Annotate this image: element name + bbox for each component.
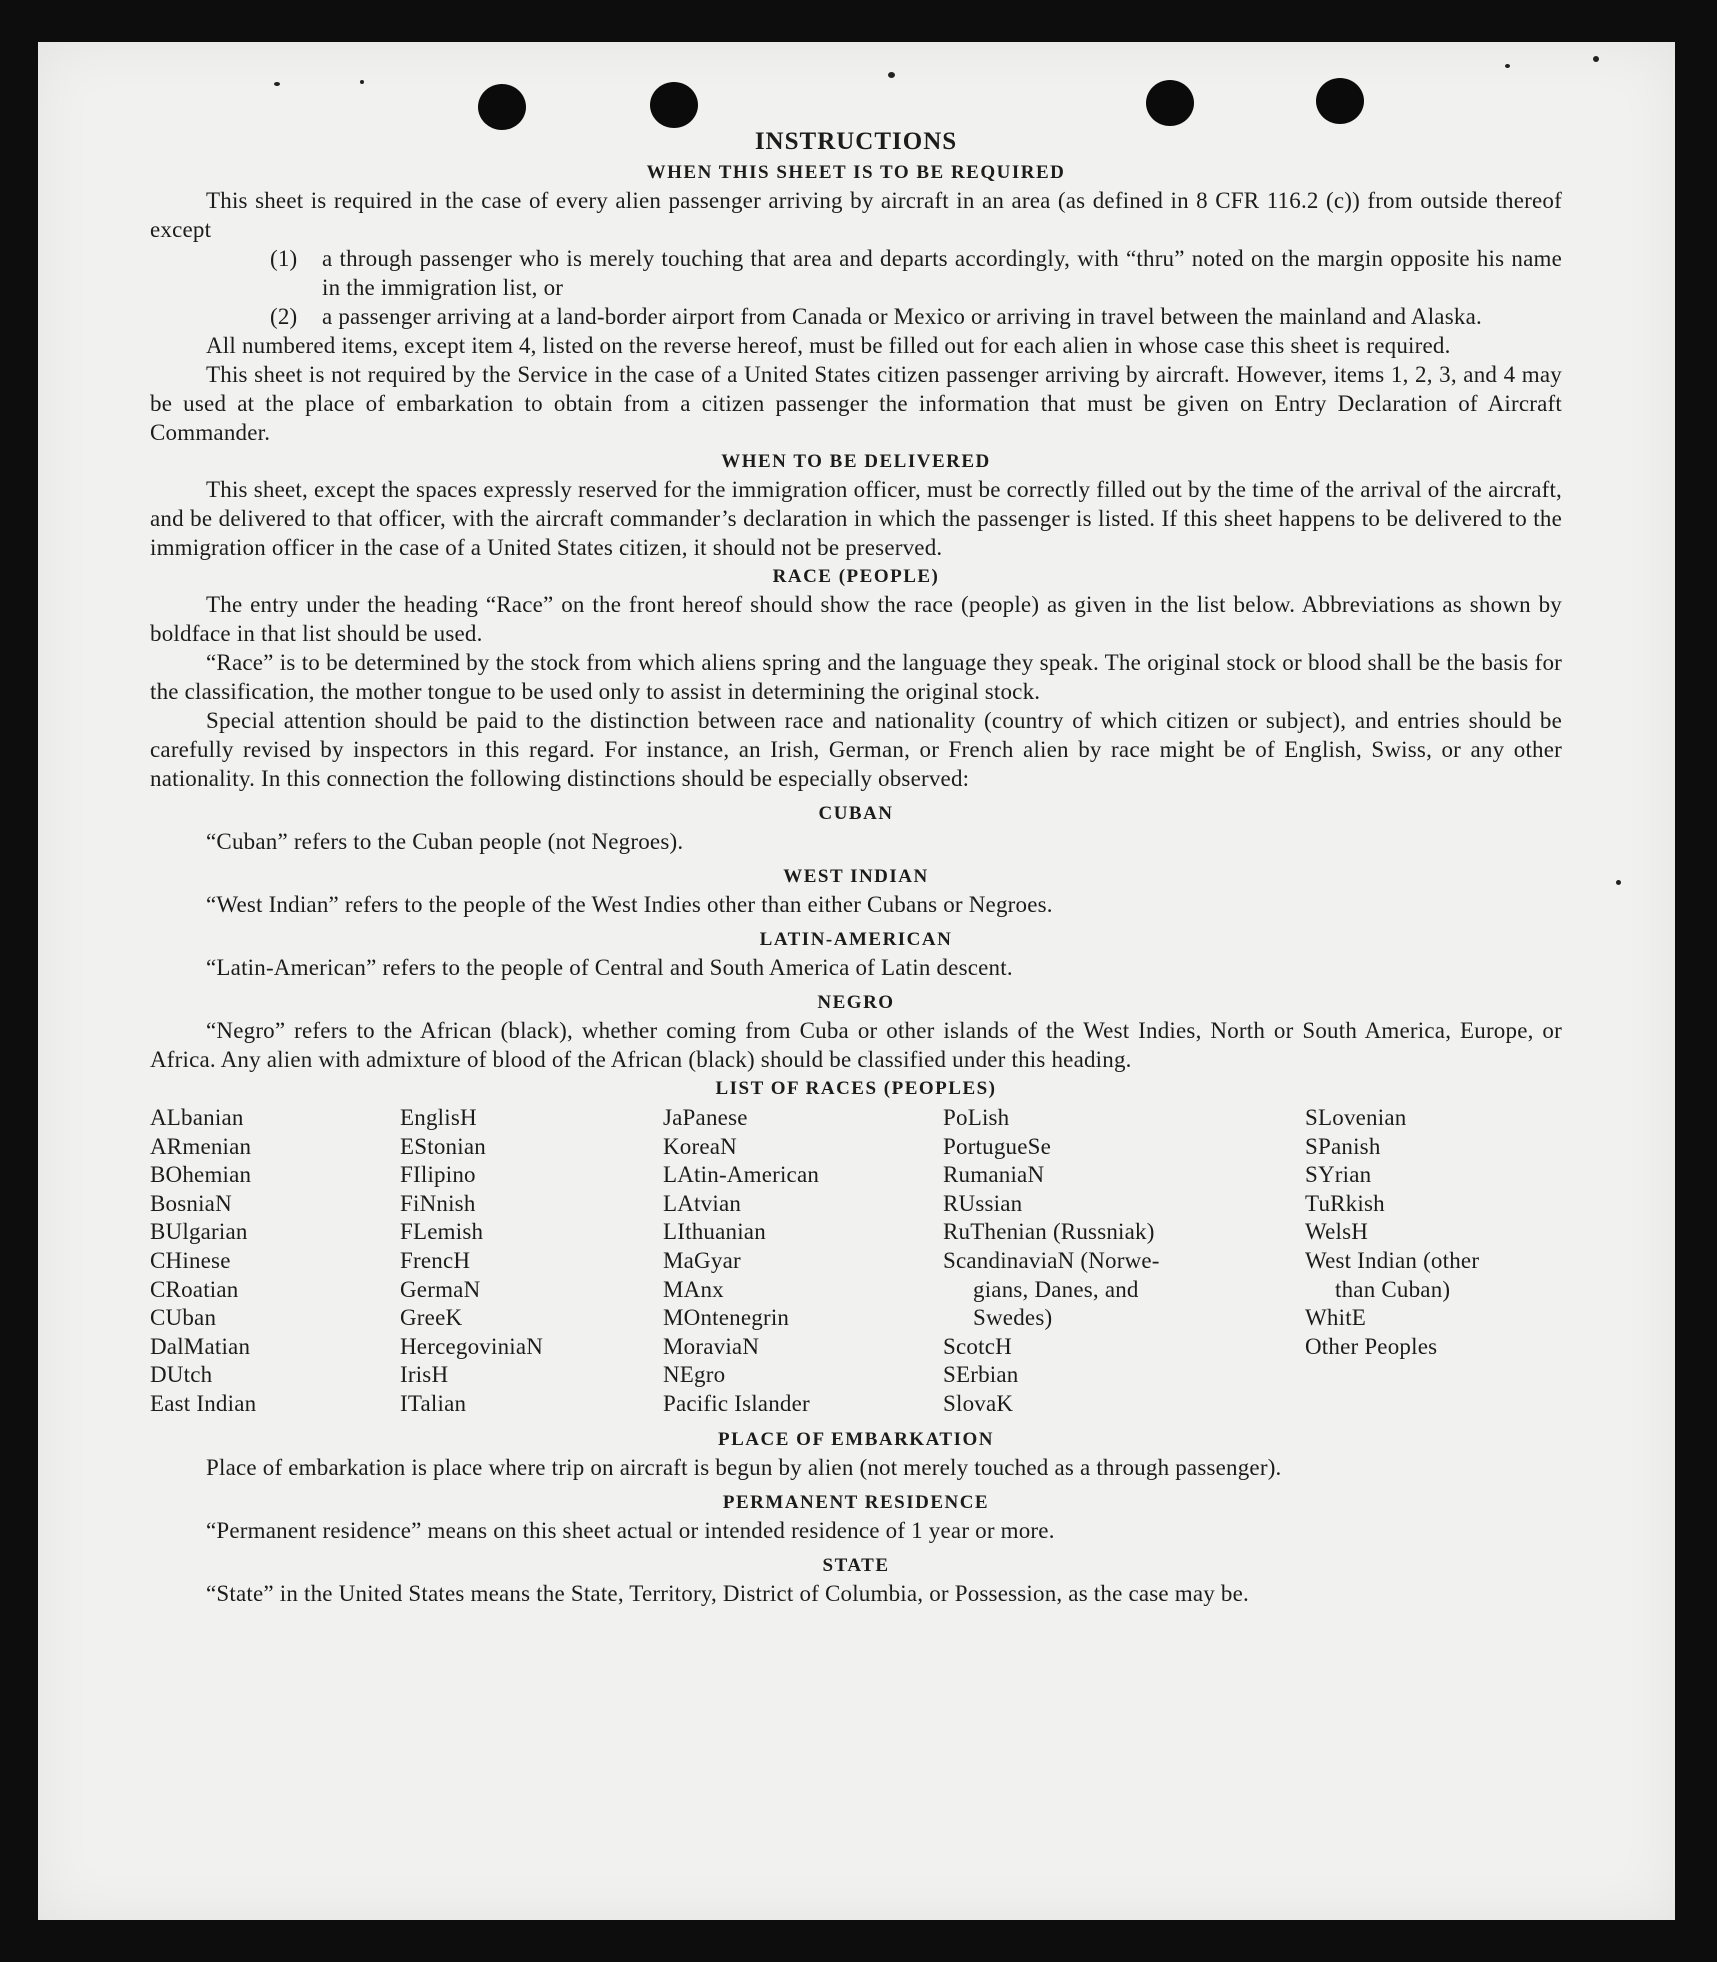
race-entry: RumaniaN <box>943 1162 1045 1188</box>
scan-speck <box>1593 56 1599 62</box>
race-entry: WhitE <box>1305 1305 1367 1331</box>
race-entry: GreeK <box>400 1305 463 1331</box>
paragraph: “West Indian” refers to the people of the West Indies other than either Cubans or Negroes. <box>206 892 1053 917</box>
paragraph: This sheet is not required by the Service in the case of a United States citizen passenger arriving by aircraft. However, items 1, 2, 3, and 4 may be used at the place of embarkation to obtain from a citizen passenger the information that must be given on Entry Declaration of Aircraft Commander. <box>150 362 1562 445</box>
paragraph: Place of embarkation is place where trip on aircraft is begun by alien (not merely touched as a through passenger). <box>206 1454 1282 1480</box>
race-entry: FLemish <box>400 1219 484 1245</box>
race-entry: CRoatian <box>150 1276 239 1302</box>
paragraph: The entry under the heading “Race” on the front hereof should show the race (people) as given in the list below. Abbreviations as shown by boldface in that list should be used. <box>150 592 1562 646</box>
punch-hole <box>650 82 698 128</box>
race-entry: PoLish <box>943 1105 1010 1130</box>
race-entry: NEgro <box>663 1362 726 1388</box>
section-heading-negro: NEGRO <box>817 992 895 1013</box>
race-entry: EStonian <box>400 1133 486 1159</box>
section-heading-place-of-embarkation: PLACE OF EMBARKATION <box>718 1428 994 1450</box>
scan-speck <box>1616 880 1621 885</box>
scan-speck <box>274 82 280 86</box>
race-entry: GermaN <box>400 1276 481 1302</box>
paragraph: “Permanent residence” means on this sheet actual or intended residence of 1 year or more. <box>206 1517 1055 1543</box>
race-entry: ITalian <box>400 1390 467 1416</box>
race-entry: ALbanian <box>150 1105 244 1130</box>
race-entry-continued: Swedes) <box>973 1305 1053 1331</box>
race-entry: Pacific Islander <box>663 1390 810 1416</box>
race-entry-continued: than Cuban) <box>1335 1276 1451 1302</box>
race-entry: BosniaN <box>150 1190 232 1216</box>
section-heading-west-indian: WEST INDIAN <box>783 866 929 887</box>
race-entry: SlovaK <box>943 1390 1014 1416</box>
race-entry: IrisH <box>400 1362 449 1388</box>
race-entry: DUtch <box>150 1362 213 1388</box>
race-entry: SLovenian <box>1305 1105 1407 1130</box>
race-entry: RUssian <box>943 1190 1023 1216</box>
races-column <box>400 1104 663 1419</box>
race-entry: FrencH <box>400 1247 471 1273</box>
item-text: a passenger arriving at a land-border airport from Canada or Mexico or arriving in travel between the mainland and Alaska. <box>322 304 1482 329</box>
race-entry: SPanish <box>1305 1133 1381 1159</box>
section-heading-latin-american: LATIN-AMERICAN <box>759 929 953 950</box>
paragraph: All numbered items, except item 4, listed on the reverse hereof, must be filled out for each alien in whose case this sheet is required. <box>206 333 1451 358</box>
item-number: (2) <box>270 304 298 329</box>
paragraph: “Race” is to be determined by the stock from which aliens spring and the language they speak. The original stock or blood shall be the basis for the classification, the mother tongue to be used only to assist in determining the original stock. <box>150 650 1562 704</box>
races-column <box>150 1104 400 1419</box>
punch-hole <box>1146 80 1194 126</box>
section-heading-when-delivered: WHEN TO BE DELIVERED <box>721 451 991 472</box>
paragraph: “State” in the United States means the State, Territory, District of Columbia, or Possession, as the case may be. <box>206 1580 1249 1606</box>
races-table <box>150 1104 1562 1419</box>
list-item <box>270 302 1562 331</box>
race-entry: CUban <box>150 1305 217 1331</box>
race-entry-continued: gians, Danes, and <box>973 1276 1139 1302</box>
race-entry: JaPanese <box>663 1105 748 1130</box>
race-entry: East Indian <box>150 1390 257 1416</box>
paragraph: This sheet is required in the case of every alien passenger arriving by aircraft in an area (as defined in 8 CFR 116.2 (c)) from outside thereof except <box>150 188 1562 242</box>
race-entry: WelsH <box>1305 1219 1369 1245</box>
race-entry: RuThenian (Russniak) <box>943 1219 1155 1245</box>
instructions-content <box>150 126 1562 1608</box>
race-entry: LIthuanian <box>663 1219 766 1245</box>
race-entry: LAtin-American <box>663 1162 820 1188</box>
paragraph: “Latin-American” refers to the people of Central and South America of Latin descent. <box>206 955 1013 980</box>
paragraph: This sheet, except the spaces expressly reserved for the immigration officer, must be correctly filled out by the time of the arrival of the aircraft, and be delivered to that officer, with the aircraft commander’s declaration in which the passenger is listed. If this sheet happens to be delivered to the immigration officer in the case of a United States citizen, it should not be preserved. <box>150 477 1562 560</box>
race-entry: TuRkish <box>1305 1190 1385 1216</box>
race-entry: CHinese <box>150 1247 231 1273</box>
item-number: (1) <box>270 246 298 271</box>
race-entry: BUlgarian <box>150 1219 248 1245</box>
race-entry: ARmenian <box>150 1133 252 1159</box>
races-column <box>663 1104 943 1419</box>
punch-hole <box>478 84 526 130</box>
race-entry: BOhemian <box>150 1162 252 1188</box>
race-entry: West Indian (other <box>1305 1247 1480 1273</box>
race-entry: DalMatian <box>150 1333 251 1359</box>
section-heading-cuban: CUBAN <box>818 803 894 824</box>
race-entry: PortugueSe <box>943 1133 1052 1159</box>
race-entry: EnglisH <box>400 1105 477 1130</box>
paragraph: “Negro” refers to the African (black), whether coming from Cuba or other islands of the West Indies, North or South America, Europe, or Africa. Any alien with admixture of blood of the African (black) should be classified under this heading. <box>150 1018 1562 1072</box>
scan-speck <box>360 80 364 84</box>
race-entry: Other Peoples <box>1305 1333 1438 1359</box>
race-entry: MOntenegrin <box>663 1305 790 1331</box>
section-heading-list-of-races: LIST OF RACES (PEOPLES) <box>715 1078 997 1099</box>
list-item <box>270 244 1562 302</box>
race-entry: SErbian <box>943 1362 1019 1388</box>
race-entry: MoraviaN <box>663 1333 760 1359</box>
scan-speck <box>888 72 895 78</box>
document-sheet <box>38 42 1675 1920</box>
item-text: a through passenger who is merely touching that area and departs accordingly, with “thru” noted on the margin opposite his name in the immigration list, or <box>322 246 1562 300</box>
race-entry: HercegoviniaN <box>400 1333 544 1359</box>
race-entry: LAtvian <box>663 1190 742 1216</box>
race-entry: ScotcH <box>943 1333 1012 1359</box>
races-column <box>943 1104 1305 1419</box>
page-title: INSTRUCTIONS <box>754 128 958 155</box>
paragraph: Special attention should be paid to the distinction between race and nationality (country of which citizen or subject), and entries should be carefully revised by inspectors in this regard. For instance, an Irish, German, or French alien by race might be of English, Swiss, or any other nationality. In this connection the following distinctions should be especially observed: <box>150 708 1562 791</box>
race-entry: FiNnish <box>400 1190 476 1216</box>
race-entry: SYrian <box>1305 1162 1372 1188</box>
section-heading-race: RACE (PEOPLE) <box>772 566 940 587</box>
race-entry: FIlipino <box>400 1162 476 1188</box>
paragraph: “Cuban” refers to the Cuban people (not Negroes). <box>206 829 684 854</box>
race-entry: MaGyar <box>663 1247 741 1273</box>
race-entry: KoreaN <box>663 1133 737 1159</box>
section-heading-when-required: WHEN THIS SHEET IS TO BE REQUIRED <box>646 162 1066 183</box>
section-heading-state: STATE <box>822 1554 890 1576</box>
races-column <box>1305 1104 1562 1419</box>
scan-speck <box>1505 64 1510 68</box>
section-heading-permanent-residence: PERMANENT RESIDENCE <box>722 1491 990 1513</box>
race-entry: ScandinaviaN (Norwe- <box>943 1247 1160 1273</box>
punch-hole <box>1316 78 1364 124</box>
race-entry: MAnx <box>663 1276 724 1302</box>
